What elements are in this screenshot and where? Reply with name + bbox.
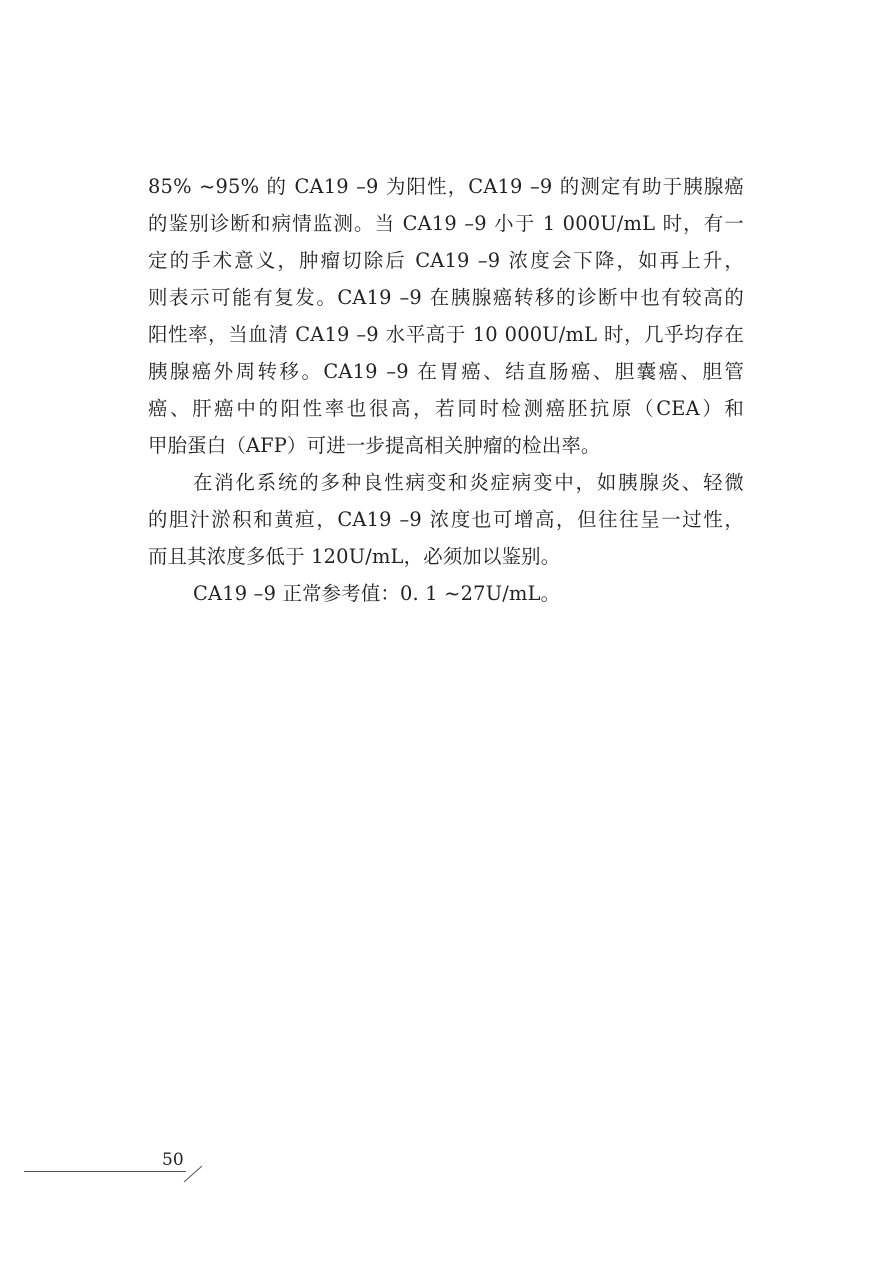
text-line: CA19 –9 正常参考值：0. 1 ~27U/mL。 — [193, 582, 561, 605]
body-text — [148, 168, 744, 612]
text-line: 甲胎蛋白（AFP）可进一步提高相关肿瘤的检出率。 — [148, 434, 601, 457]
text-line: 阳性率，当血清 CA19 –9 水平高于 10 000U/mL 时，几乎均存在 — [148, 323, 744, 346]
text-line: 的鉴别诊断和病情监测。当 CA19 –9 小于 1 000U/mL 时，有一 — [148, 212, 744, 235]
text-line: 而且其浓度多低于 120U/mL，必须加以鉴别。 — [148, 545, 561, 568]
text-line: 在消化系统的多种良性病变和炎症病变中，如胰腺炎、轻微 — [193, 471, 744, 494]
page-footer — [0, 1150, 889, 1190]
paragraph-reference-value — [148, 575, 744, 612]
page-number: 50 — [162, 1150, 184, 1170]
text-line: 癌、肝癌中的阳性率也很高，若同时检测癌胚抗原（CEA）和 — [148, 397, 744, 420]
footer-divider — [24, 1171, 186, 1172]
text-line: 定的手术意义，肿瘤切除后 CA19 –9 浓度会下降，如再上升， — [148, 249, 744, 272]
text-line: 85% ~95% 的 CA19 –9 为阳性，CA19 –9 的测定有助于胰腺癌 — [148, 175, 744, 198]
paragraph-benign-conditions — [148, 464, 744, 575]
text-line: 胰腺癌外周转移。CA19 –9 在胃癌、结直肠癌、胆囊癌、胆管 — [148, 360, 744, 383]
text-line: 则表示可能有复发。CA19 –9 在胰腺癌转移的诊断中也有较高的 — [148, 286, 744, 309]
footer-slash-decoration — [182, 1158, 208, 1184]
text-line: 的胆汁淤积和黄疸，CA19 –9 浓度也可增高，但往往呈一过性， — [148, 508, 744, 531]
paragraph-ca199-overview — [148, 168, 744, 464]
